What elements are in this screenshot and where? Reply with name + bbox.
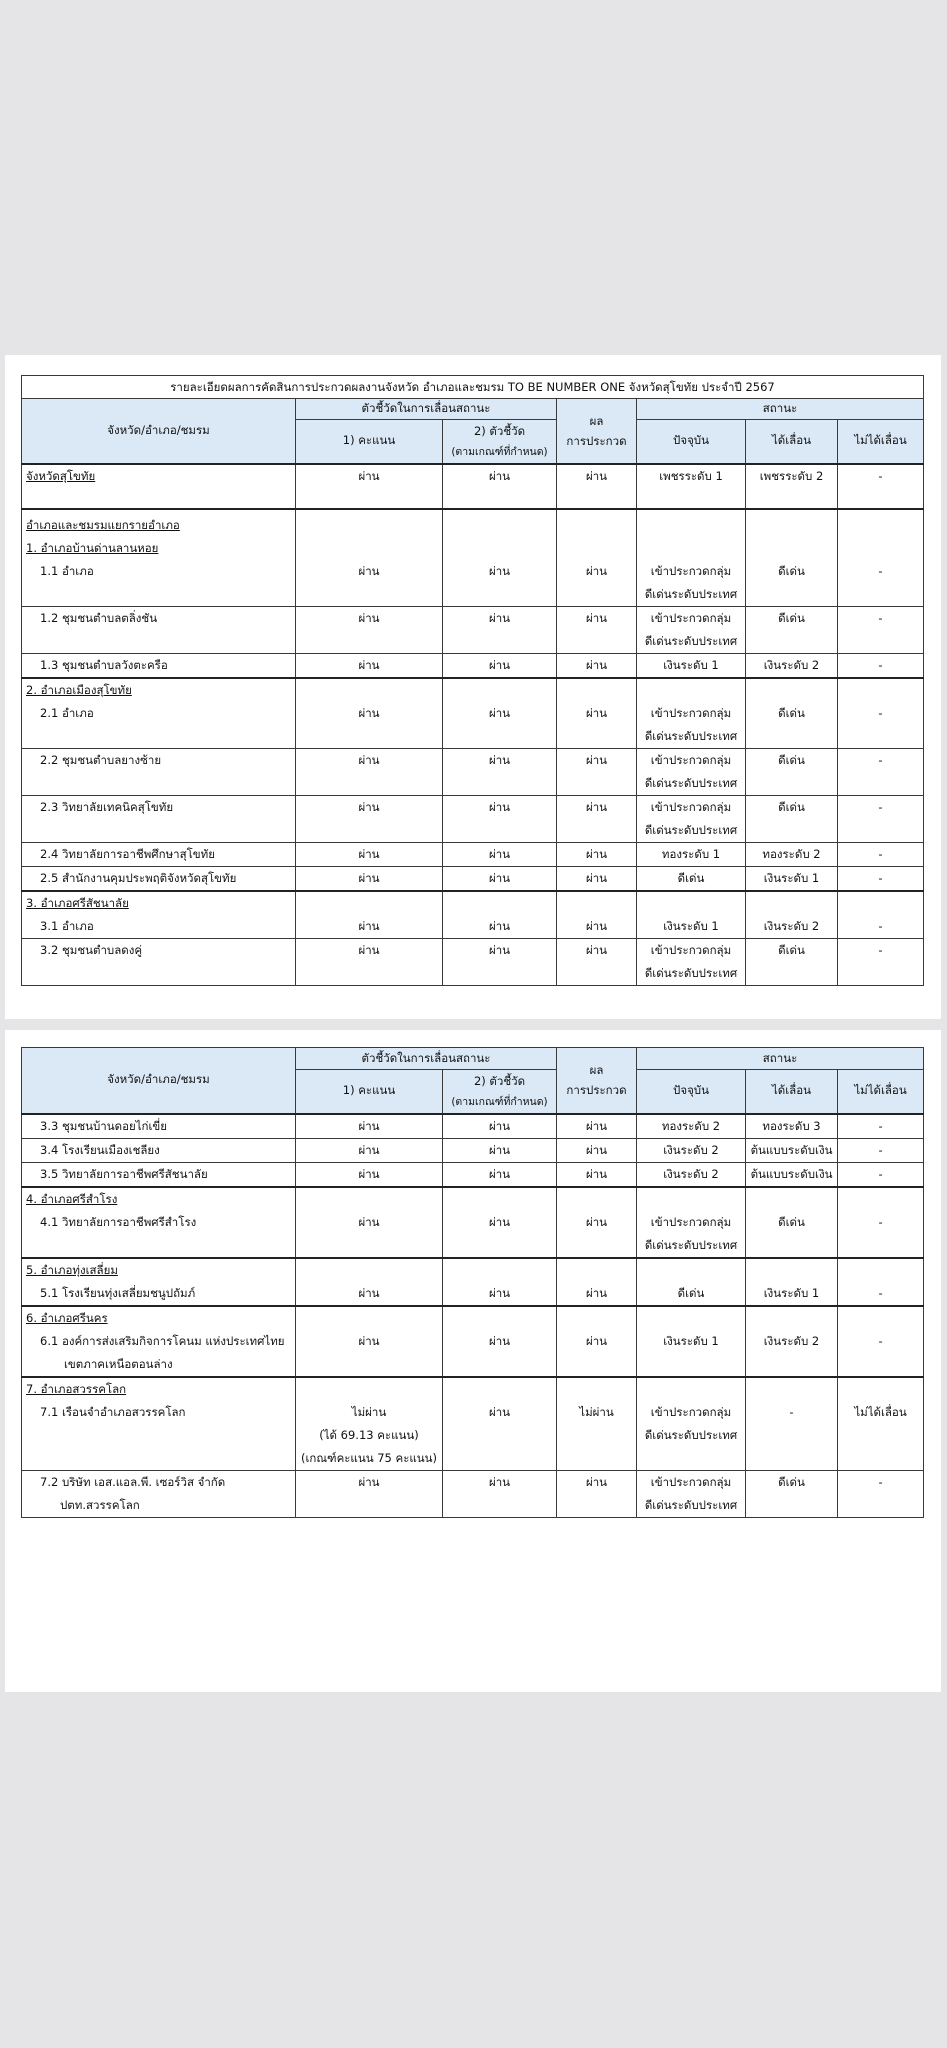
table-cell: ผ่าน <box>296 1187 443 1258</box>
table-row <box>22 938 924 985</box>
header-indicator <box>443 1070 557 1114</box>
row-name: 2.3 วิทยาลัยเทคนิคสุโขทัย <box>22 795 296 842</box>
header-unit: จังหวัด/อำเภอ/ชมรม <box>22 1048 296 1114</box>
row-name: 3.5 วิทยาลัยการอาชีพศรีสัชนาลัย <box>22 1162 296 1187</box>
header-result <box>557 1048 637 1114</box>
table-cell: ผ่าน <box>557 795 637 842</box>
table-cell <box>637 1470 746 1517</box>
table-cell <box>22 1187 296 1258</box>
table-cell: (ตามเกณฑ์ที่กำหนด) <box>451 445 548 458</box>
table-cell <box>637 938 746 985</box>
document-page-1 <box>5 355 941 1019</box>
table-row <box>22 842 924 866</box>
table-cell <box>637 795 746 842</box>
table-cell: ดีเด่นระดับประเทศ <box>644 775 738 790</box>
table-cell: ผ่าน <box>557 891 637 939</box>
table-cell <box>296 1377 443 1471</box>
table-cell: - <box>838 938 924 985</box>
table-cell <box>22 891 296 939</box>
table-cell: ผล <box>589 413 604 428</box>
row-name: 4.1 วิทยาลัยการอาชีพศรีสำโรง <box>40 1214 197 1229</box>
table-row <box>22 1048 924 1070</box>
district-heading: 4. อำเภอศรีสำโรง <box>26 1191 118 1206</box>
row-name: 1.1 อำเภอ <box>40 563 94 578</box>
cell-promoted: เพชรระดับ 2 <box>746 464 838 509</box>
header-promoted: ได้เลื่อน <box>746 420 838 464</box>
row-name: 3.1 อำเภอ <box>40 918 94 933</box>
cell-current: เพชรระดับ 1 <box>637 464 746 509</box>
table-cell: - <box>838 1138 924 1162</box>
table-cell: ผ่าน <box>557 748 637 795</box>
table-cell <box>637 509 746 607</box>
table-cell <box>22 1258 296 1306</box>
table-cell: - <box>838 678 924 749</box>
table-cell: ผ่าน <box>296 748 443 795</box>
table-cell: ผ่าน <box>296 866 443 891</box>
table-row <box>22 1470 924 1517</box>
results-table-page-1 <box>21 375 924 986</box>
table-cell: เข้าประกวดกลุ่ม <box>650 1404 732 1419</box>
header-indicator-group: ตัวชี้วัดในการเลื่อนสถานะ <box>296 1048 557 1070</box>
table-cell: ผ่าน <box>296 1114 443 1139</box>
cell-promoted: ดีเด่น <box>746 509 838 607</box>
table-row <box>22 866 924 891</box>
table-cell: ผ่าน <box>443 748 557 795</box>
table-cell: ผ่าน <box>443 606 557 653</box>
table-cell: ผ่าน <box>557 1306 637 1377</box>
table-cell <box>22 678 296 749</box>
table-cell: เข้าประกวดกลุ่ม <box>650 705 732 720</box>
table-cell: เงินระดับ 2 <box>746 891 838 939</box>
table-cell: 2) ตัวชี้วัด <box>473 423 526 438</box>
table-cell: (ตามเกณฑ์ที่กำหนด) <box>451 1095 548 1108</box>
table-cell: ผ่าน <box>296 1138 443 1162</box>
table-cell: ผ่าน <box>443 938 557 985</box>
table-cell: ดีเด่น <box>746 606 838 653</box>
table-row <box>22 678 924 749</box>
header-promoted: ได้เลื่อน <box>746 1070 838 1114</box>
district-heading: 6. อำเภอศรีนคร <box>26 1310 108 1325</box>
table-cell: ผ่าน <box>443 678 557 749</box>
table-cell: ดีเด่น <box>746 678 838 749</box>
table-row <box>22 376 924 399</box>
cell-result: ผ่าน <box>557 464 637 509</box>
row-name: 7.2 บริษัท เอส.แอล.พี. เซอร์วิส จำกัด <box>40 1474 226 1489</box>
table-cell: เข้าประกวดกลุ่ม <box>650 942 732 957</box>
table-cell <box>637 748 746 795</box>
table-cell: - <box>838 866 924 891</box>
table-cell: ผ่าน <box>443 891 557 939</box>
table-cell: ผ่าน <box>296 606 443 653</box>
header-indicator-group: ตัวชี้วัดในการเลื่อนสถานะ <box>296 399 557 420</box>
cell-not-promoted: - <box>838 509 924 607</box>
document-title: รายละเอียดผลการคัดสินการประกวดผลงานจังหวัด อำเภอและชมรม TO BE NUMBER ONE จังหวัดสุโขทัย ประจำปี 2567 <box>22 376 924 399</box>
table-cell: ผ่าน <box>443 1306 557 1377</box>
table-cell: ผ่าน <box>557 1187 637 1258</box>
table-cell <box>22 1306 296 1377</box>
district-heading: 2. อำเภอเมืองสุโขทัย <box>26 682 132 697</box>
table-cell: ทองระดับ 2 <box>637 1114 746 1139</box>
header-current: ปัจจุบัน <box>637 420 746 464</box>
table-row <box>22 1306 924 1377</box>
row-name: 1.2 ชุมชนตำบลตลิ่งชัน <box>22 606 296 653</box>
table-cell: เข้าประกวดกลุ่ม <box>650 610 732 625</box>
table-cell: ดีเด่นระดับประเทศ <box>644 822 738 837</box>
table-cell: - <box>838 653 924 678</box>
table-cell <box>22 1377 296 1471</box>
table-cell: เงินระดับ 2 <box>637 1138 746 1162</box>
table-cell: ดีเด่น <box>637 1258 746 1306</box>
table-cell: ผล <box>589 1063 604 1078</box>
table-cell <box>637 678 746 749</box>
table-cell: ไม่ผ่าน <box>351 1404 387 1419</box>
table-cell: ดีเด่น <box>746 748 838 795</box>
row-name: 3.4 โรงเรียนเมืองเชลียง <box>22 1138 296 1162</box>
table-row <box>22 399 924 420</box>
row-name: 2.2 ชุมชนตำบลยางซ้าย <box>22 748 296 795</box>
table-cell: - <box>838 891 924 939</box>
district-heading: 3. อำเภอศรีสัชนาลัย <box>26 895 129 910</box>
table-cell <box>22 1470 296 1517</box>
table-cell: การประกวด <box>566 1083 627 1098</box>
table-cell: เขตภาคเหนือตอนล่าง <box>64 1356 173 1371</box>
table-cell: ผ่าน <box>296 1306 443 1377</box>
table-cell: - <box>746 1377 838 1471</box>
cell-indicator: ผ่าน <box>443 509 557 607</box>
table-cell: ผ่าน <box>443 842 557 866</box>
table-cell <box>637 1377 746 1471</box>
table-cell: ดีเด่นระดับประเทศ <box>644 633 738 648</box>
cell-score: ผ่าน <box>296 509 443 607</box>
table-cell: เงินระดับ 1 <box>637 653 746 678</box>
table-cell: (ได้ 69.13 คะแนน) <box>319 1427 419 1442</box>
row-name: 3.2 ชุมชนตำบลดงคู่ <box>22 938 296 985</box>
table-cell: เงินระดับ 1 <box>746 1258 838 1306</box>
table-row <box>22 606 924 653</box>
row-name: จังหวัดสุโขทัย <box>22 464 296 509</box>
table-row <box>22 1138 924 1162</box>
table-row <box>22 748 924 795</box>
table-cell: ผ่าน <box>296 1258 443 1306</box>
row-name: 2.1 อำเภอ <box>40 705 94 720</box>
table-cell: - <box>838 1187 924 1258</box>
table-cell: ผ่าน <box>557 1258 637 1306</box>
table-cell: ดีเด่นระดับประเทศ <box>644 1237 738 1252</box>
table-cell: ดีเด่นระดับประเทศ <box>644 965 738 980</box>
table-row <box>22 509 924 607</box>
table-cell: ดีเด่นระดับประเทศ <box>644 586 738 601</box>
table-cell: เงินระดับ 2 <box>637 1162 746 1187</box>
table-cell: ผ่าน <box>443 1470 557 1517</box>
table-row <box>22 1258 924 1306</box>
table-cell: ทองระดับ 2 <box>746 842 838 866</box>
table-row <box>22 795 924 842</box>
table-cell: ไม่ได้เลื่อน <box>838 1377 924 1471</box>
table-cell: ผ่าน <box>296 891 443 939</box>
table-cell: - <box>838 1258 924 1306</box>
table-cell: ผ่าน <box>443 1258 557 1306</box>
table-cell: - <box>838 1470 924 1517</box>
table-cell: ผ่าน <box>296 1162 443 1187</box>
table-cell: ผ่าน <box>443 1187 557 1258</box>
table-cell: ผ่าน <box>557 1114 637 1139</box>
table-cell: ผ่าน <box>443 1138 557 1162</box>
table-cell: การประกวด <box>566 433 627 448</box>
district-heading: 5. อำเภอทุ่งเสลี่ยม <box>26 1262 118 1277</box>
table-row <box>22 1162 924 1187</box>
header-unit: จังหวัด/อำเภอ/ชมรม <box>22 399 296 464</box>
table-cell: ดีเด่น <box>637 866 746 891</box>
table-row <box>22 1377 924 1471</box>
table-cell: - <box>838 748 924 795</box>
table-cell: - <box>838 606 924 653</box>
table-cell: ผ่าน <box>443 866 557 891</box>
table-cell: ผ่าน <box>296 678 443 749</box>
table-cell: - <box>838 1162 924 1187</box>
table-cell: ดีเด่น <box>746 1470 838 1517</box>
table-cell: เข้าประกวดกลุ่ม <box>650 1474 732 1489</box>
results-table-page-2 <box>21 1047 924 1518</box>
table-cell: ผ่าน <box>557 938 637 985</box>
cell-indicator: ผ่าน <box>443 464 557 509</box>
header-not-promoted: ไม่ได้เลื่อน <box>838 420 924 464</box>
cell-result: ผ่าน <box>557 509 637 607</box>
table-cell: - <box>838 795 924 842</box>
table-cell: ดีเด่นระดับประเทศ <box>644 1427 738 1442</box>
table-cell: เงินระดับ 2 <box>746 653 838 678</box>
row-name: 7.1 เรือนจำอำเภอสวรรคโลก <box>40 1404 186 1419</box>
table-cell: ผ่าน <box>443 1162 557 1187</box>
table-cell: ผ่าน <box>557 842 637 866</box>
table-cell: เข้าประกวดกลุ่ม <box>650 799 732 814</box>
table-cell: ผ่าน <box>443 795 557 842</box>
table-cell: 2) ตัวชี้วัด <box>473 1073 526 1088</box>
header-not-promoted: ไม่ได้เลื่อน <box>838 1070 924 1114</box>
table-cell: ต้นแบบระดับเงิน <box>746 1162 838 1187</box>
header-result <box>557 399 637 464</box>
row-name: 6.1 องค์การส่งเสริมกิจการโคนม แห่งประเทศไทย <box>40 1333 285 1348</box>
table-cell: ไม่ผ่าน <box>557 1377 637 1471</box>
header-score: 1) คะแนน <box>296 420 443 464</box>
table-cell: ผ่าน <box>557 606 637 653</box>
table-cell: เข้าประกวดกลุ่ม <box>650 563 732 578</box>
table-cell: เข้าประกวดกลุ่ม <box>650 1214 732 1229</box>
table-cell: ผ่าน <box>443 653 557 678</box>
table-row <box>22 1187 924 1258</box>
table-cell: ผ่าน <box>443 1377 557 1471</box>
table-cell: - <box>838 842 924 866</box>
table-cell: ผ่าน <box>557 1470 637 1517</box>
table-cell: เข้าประกวดกลุ่ม <box>650 752 732 767</box>
table-cell: เงินระดับ 1 <box>746 866 838 891</box>
table-cell: ดีเด่นระดับประเทศ <box>644 728 738 743</box>
table-cell: - <box>838 1114 924 1139</box>
table-cell: ผ่าน <box>557 1138 637 1162</box>
table-cell: ทองระดับ 3 <box>746 1114 838 1139</box>
table-row <box>22 653 924 678</box>
table-row <box>22 1114 924 1139</box>
table-cell <box>637 606 746 653</box>
table-cell: ผ่าน <box>296 842 443 866</box>
table-row <box>22 891 924 939</box>
table-cell: เงินระดับ 1 <box>637 891 746 939</box>
cell-not-promoted: - <box>838 464 924 509</box>
header-status-group: สถานะ <box>637 399 924 420</box>
table-cell: ดีเด่น <box>746 938 838 985</box>
section-label: อำเภอและชมรมแยกรายอำเภอ <box>26 517 180 532</box>
header-score: 1) คะแนน <box>296 1070 443 1114</box>
district-heading: 7. อำเภอสวรรคโลก <box>26 1381 127 1396</box>
cell-score: ผ่าน <box>296 464 443 509</box>
table-cell: ทองระดับ 1 <box>637 842 746 866</box>
table-cell: เงินระดับ 1 <box>637 1306 746 1377</box>
table-cell: เงินระดับ 2 <box>746 1306 838 1377</box>
row-name: 2.5 สำนักงานคุมประพฤติจังหวัดสุโขทัย <box>22 866 296 891</box>
row-name: 2.4 วิทยาลัยการอาชีพศึกษาสุโขทัย <box>22 842 296 866</box>
district-heading: 1. อำเภอบ้านด่านลานหอย <box>26 540 159 555</box>
table-cell: ผ่าน <box>557 1162 637 1187</box>
table-cell: ดีเด่น <box>746 1187 838 1258</box>
table-cell <box>637 1187 746 1258</box>
table-cell: ผ่าน <box>557 866 637 891</box>
table-cell: ผ่าน <box>296 938 443 985</box>
row-name: 3.3 ชุมชนบ้านดอยไก่เขี่ย <box>22 1114 296 1139</box>
table-cell: ผ่าน <box>443 1114 557 1139</box>
row-name: 5.1 โรงเรียนทุ่งเสลี่ยมชนูปถัมภ์ <box>40 1285 196 1300</box>
table-cell: ผ่าน <box>557 678 637 749</box>
document-page-2 <box>5 1030 941 1692</box>
table-cell <box>22 509 296 607</box>
table-cell: ต้นแบบระดับเงิน <box>746 1138 838 1162</box>
table-cell: - <box>838 1306 924 1377</box>
header-current: ปัจจุบัน <box>637 1070 746 1114</box>
table-cell: (เกณฑ์คะแนน 75 คะแนน) <box>300 1450 438 1465</box>
table-cell: ผ่าน <box>296 795 443 842</box>
table-cell: ดีเด่นระดับประเทศ <box>644 1497 738 1512</box>
table-cell: ผ่าน <box>557 653 637 678</box>
table-cell: ปตท.สวรรคโลก <box>60 1497 140 1512</box>
table-cell: ดีเด่น <box>746 795 838 842</box>
table-cell: ผ่าน <box>296 1470 443 1517</box>
header-status-group: สถานะ <box>637 1048 924 1070</box>
header-indicator <box>443 420 557 464</box>
table-cell: ผ่าน <box>296 653 443 678</box>
row-name: 1.3 ชุมชนตำบลวังตะครือ <box>22 653 296 678</box>
table-row <box>22 464 924 509</box>
